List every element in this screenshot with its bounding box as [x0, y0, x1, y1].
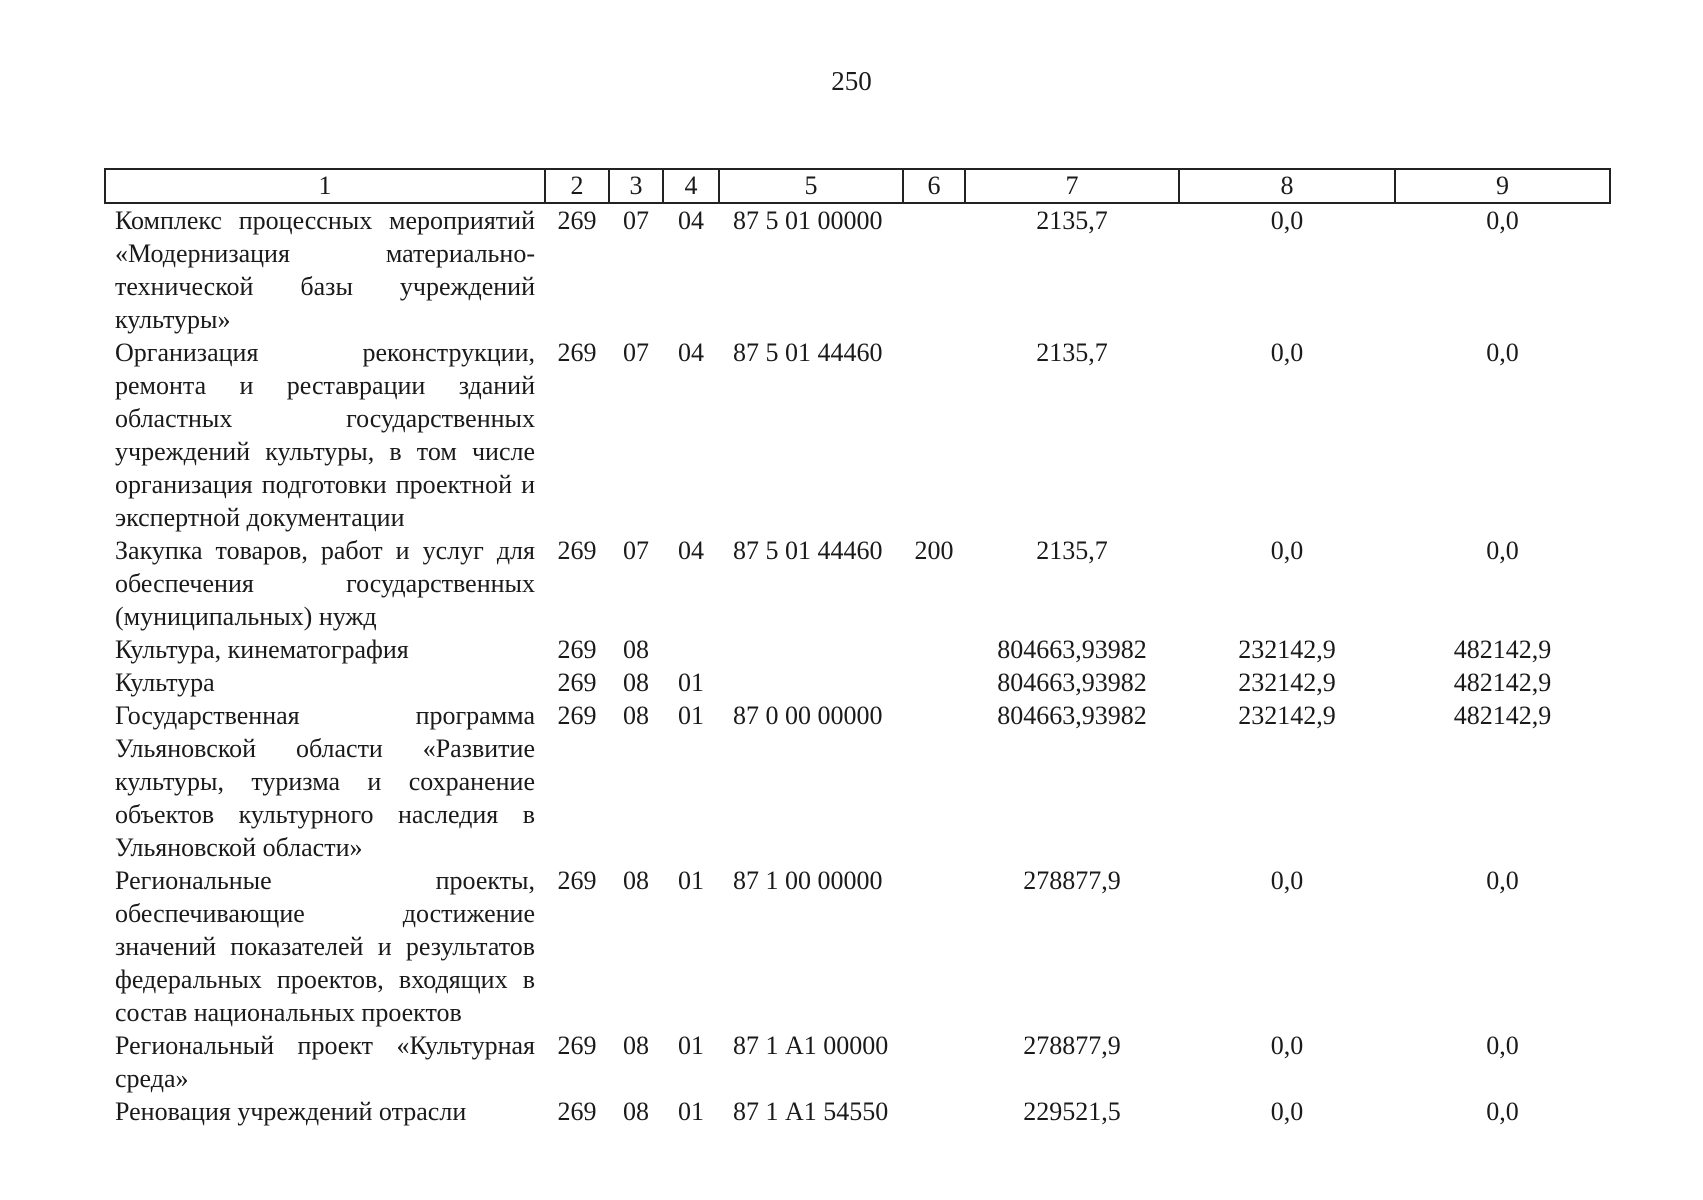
row-amount-7-cell: 278877,9 — [1023, 1031, 1121, 1060]
row-amount-7-cell: 278877,9 — [1023, 866, 1121, 895]
row-code-4-cell: 01 — [678, 1097, 704, 1126]
row-code-3-cell: 08 — [623, 1097, 649, 1126]
row-target-article-cell: 87 0 00 00000 — [733, 701, 883, 730]
row-code-2-cell: 269 — [557, 668, 597, 697]
row-code-4-cell: 04 — [678, 206, 704, 235]
row-code-2-cell: 269 — [557, 701, 597, 730]
row-amount-7-cell: 229521,5 — [1023, 1097, 1121, 1126]
row-code-2-cell: 269 — [557, 866, 597, 895]
row-amount-8-cell: 232142,9 — [1238, 701, 1336, 730]
table-body — [105, 203, 1610, 1128]
row-code-3-cell: 08 — [623, 701, 649, 730]
row-amount-9-cell: 482142,9 — [1453, 701, 1552, 730]
row-code-2-cell: 269 — [557, 338, 597, 367]
row-code-3-cell: 08 — [623, 635, 649, 664]
row-name-cell: Закупка товаров, работ и услуг для обеспечения государственных (муниципальных) нужд — [115, 536, 535, 631]
row-name-cell: Реновация учреждений отрасли — [115, 1097, 467, 1126]
row-code-4-cell: 04 — [678, 536, 704, 565]
column-header: 2 — [545, 169, 609, 203]
row-target-article-cell: 87 1 А1 00000 — [733, 1031, 889, 1060]
row-code-3-cell: 07 — [623, 338, 649, 367]
row-amount-8-cell: 0,0 — [1270, 1097, 1304, 1126]
row-amount-7-cell: 2135,7 — [1036, 206, 1108, 235]
row-code-3-cell: 07 — [623, 206, 649, 235]
row-amount-7-cell: 804663,93982 — [997, 635, 1147, 664]
table-row — [105, 203, 1610, 336]
row-amount-8-cell: 0,0 — [1270, 866, 1304, 895]
row-expense-type-cell — [903, 336, 965, 534]
row-target-article-cell — [719, 666, 903, 699]
row-amount-9-cell: 0,0 — [1486, 1031, 1519, 1060]
row-amount-7-cell: 804663,93982 — [997, 701, 1147, 730]
row-amount-9-cell: 0,0 — [1486, 1097, 1519, 1126]
row-code-4-cell: 01 — [678, 866, 704, 895]
row-expense-type-cell — [903, 1029, 965, 1095]
row-code-4-cell: 04 — [678, 338, 704, 367]
table-row — [105, 534, 1610, 633]
row-name-cell: Государственная программа Ульяновской области «Развитие культуры, туризма и сохранение объектов культурного наследия в Ульяновской области» — [115, 701, 535, 862]
row-target-article-cell: 87 1 А1 54550 — [733, 1097, 889, 1126]
row-name-cell: Региональный проект «Культурная среда» — [115, 1031, 535, 1093]
row-expense-type-cell — [903, 699, 965, 864]
row-amount-7-cell: 2135,7 — [1036, 338, 1108, 367]
column-header: 7 — [965, 169, 1179, 203]
row-amount-9-cell: 0,0 — [1486, 866, 1519, 895]
column-header: 6 — [903, 169, 965, 203]
table-row — [105, 1029, 1610, 1095]
row-amount-9-cell: 0,0 — [1486, 206, 1519, 235]
table-row — [105, 699, 1610, 864]
column-header: 9 — [1395, 169, 1610, 203]
row-amount-8-cell: 232142,9 — [1238, 668, 1336, 697]
column-header: 3 — [609, 169, 663, 203]
row-name-cell: Региональные проекты, обеспечивающие достижение значений показателей и результатов федеральных проектов, входящих в состав национальных проектов — [115, 866, 535, 1027]
row-amount-7-cell: 804663,93982 — [997, 668, 1147, 697]
row-amount-8-cell: 232142,9 — [1238, 635, 1336, 664]
row-expense-type-cell — [903, 633, 965, 666]
row-target-article-cell: 87 5 01 44460 — [733, 338, 883, 367]
table-row — [105, 336, 1610, 534]
row-code-3-cell: 08 — [623, 1031, 649, 1060]
row-code-2-cell: 269 — [557, 635, 597, 664]
row-code-2-cell: 269 — [557, 206, 597, 235]
row-expense-type-cell — [903, 666, 965, 699]
row-code-4-cell: 01 — [678, 668, 704, 697]
row-code-4-cell: 01 — [678, 1031, 704, 1060]
row-target-article-cell: 87 5 01 00000 — [733, 206, 883, 235]
row-code-2-cell: 269 — [557, 1031, 597, 1060]
row-target-article-cell: 87 1 00 00000 — [733, 866, 883, 895]
row-name-cell: Культура, кинематография — [115, 635, 409, 664]
row-amount-9-cell: 0,0 — [1486, 536, 1519, 565]
budget-table — [104, 168, 1611, 1128]
row-code-3-cell: 07 — [623, 536, 649, 565]
row-code-2-cell: 269 — [557, 1097, 597, 1126]
column-header: 5 — [719, 169, 903, 203]
row-code-4-cell — [663, 633, 719, 666]
row-amount-8-cell: 0,0 — [1270, 536, 1304, 565]
row-target-article-cell — [719, 633, 903, 666]
row-name-cell: Организация реконструкции, ремонта и реставрации зданий областных государственных учреждений культуры, в том числе организация подготовки проектной и экспертной документации — [115, 338, 535, 532]
row-amount-9-cell: 0,0 — [1486, 338, 1519, 367]
table-row — [105, 633, 1610, 666]
table-row — [105, 666, 1610, 699]
row-name-cell: Культура — [115, 668, 215, 697]
row-expense-type-cell — [903, 203, 965, 336]
row-amount-9-cell: 482142,9 — [1453, 668, 1552, 697]
header-row — [105, 169, 1610, 203]
column-header: 8 — [1179, 169, 1395, 203]
table-row — [105, 864, 1610, 1029]
row-code-2-cell: 269 — [557, 536, 597, 565]
row-code-4-cell: 01 — [678, 701, 704, 730]
row-amount-8-cell: 0,0 — [1270, 1031, 1304, 1060]
row-amount-8-cell: 0,0 — [1270, 206, 1304, 235]
row-amount-8-cell: 0,0 — [1270, 338, 1304, 367]
table-row — [105, 1095, 1610, 1128]
row-amount-9-cell: 482142,9 — [1453, 635, 1552, 664]
page-number: 250 — [831, 66, 872, 96]
column-header: 4 — [663, 169, 719, 203]
row-code-3-cell: 08 — [623, 668, 649, 697]
row-expense-type-cell — [903, 864, 965, 1029]
row-name-cell: Комплекс процессных мероприятий «Модернизация материально-технической базы учреждений культуры» — [115, 206, 535, 334]
column-header: 1 — [105, 169, 545, 203]
row-expense-type-cell: 200 — [914, 536, 954, 565]
row-expense-type-cell — [903, 1095, 965, 1128]
row-target-article-cell: 87 5 01 44460 — [733, 536, 883, 565]
row-amount-7-cell: 2135,7 — [1036, 536, 1108, 565]
row-code-3-cell: 08 — [623, 866, 649, 895]
